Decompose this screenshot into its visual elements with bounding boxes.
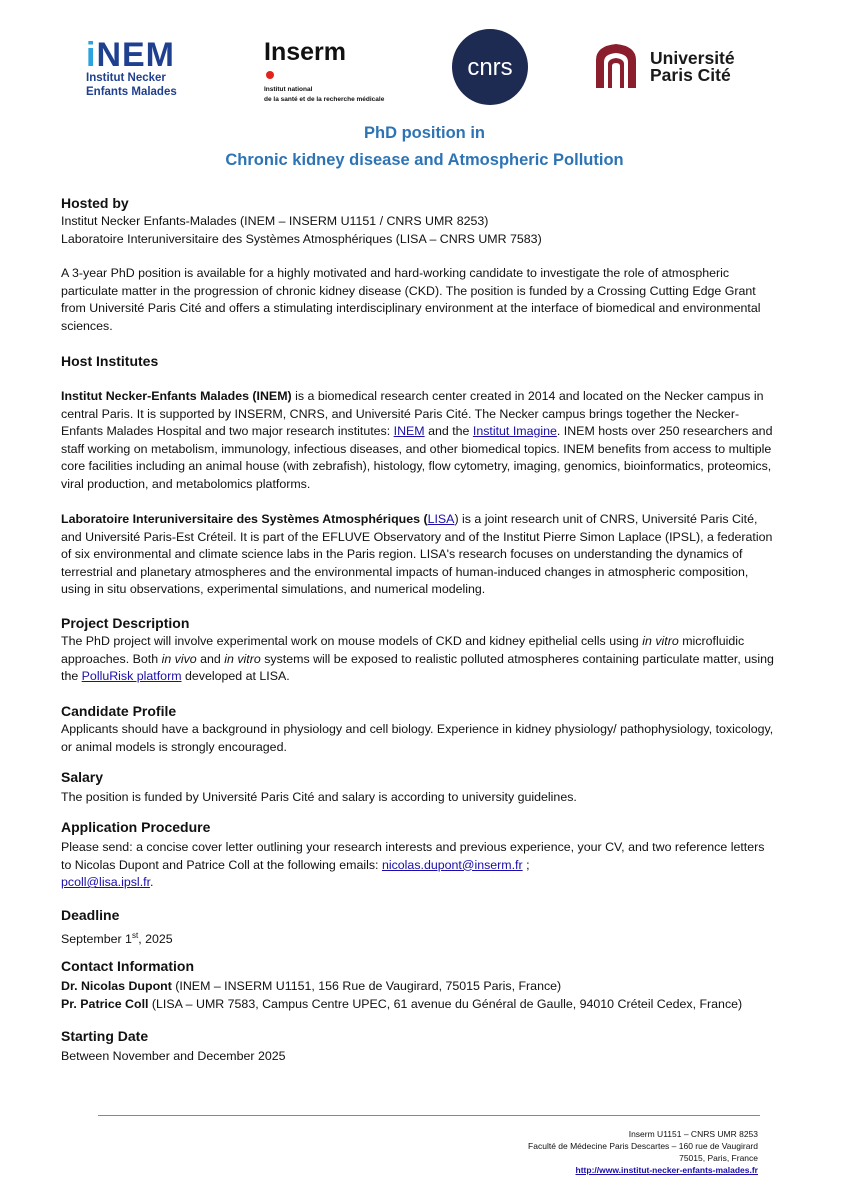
deadline-date-year: , 2025 <box>138 932 173 947</box>
cnrs-logo-word: CNRS <box>467 54 513 81</box>
upc-logo-line1: Université <box>650 48 735 68</box>
lisa-name: Laboratoire Interuniversitaire des Systèmes Atmosphériques <box>61 512 420 526</box>
inserm-logo-tag2: de la santé et de la recherche médicale <box>264 96 385 103</box>
footer-line-3: 75015, Paris, France <box>679 1153 758 1163</box>
contact-heading: Contact Information <box>61 958 194 974</box>
project-text-1: The PhD project will involve experimental work on mouse models of CKD and kidney epithelial cells using <box>61 634 643 648</box>
project-italic-2: in vivo <box>161 651 197 666</box>
institut-imagine-link[interactable]: Institut Imagine <box>472 424 557 439</box>
upc-emblem-icon <box>590 42 642 90</box>
upc-logo-line2: Paris Cité <box>650 65 731 85</box>
lisa-paren: ( <box>420 512 428 526</box>
lisa-link[interactable]: LISA <box>427 512 455 526</box>
hosted-heading: Hosted by <box>61 195 129 211</box>
application-paragraph <box>61 839 776 892</box>
deadline-date-suffix: st <box>131 931 139 940</box>
salary-paragraph: The position is funded by Université Paris Cité and salary is according to university guidelines. <box>61 790 577 804</box>
inserm-logo <box>264 38 394 104</box>
candidate-heading: Candidate Profile <box>61 703 177 719</box>
inem-logo-line1: Institut Necker <box>86 72 166 84</box>
project-text-3: and <box>196 651 225 666</box>
inem-text: is a biomedical research center created in 2014 and located on the Necker campus in central Paris. It is supported by INSERM, CNRS, and Université Paris Cité. The Necker campus brings together the Necker-Enfants Malades Hospital and two major research institutes: <box>61 389 764 439</box>
deadline-date <box>61 927 776 949</box>
universite-paris-cite-logo <box>590 42 750 90</box>
email-nicolas-dupont-link[interactable]: nicolas.dupont@inserm.fr <box>381 857 523 872</box>
lisa-text: ) is a joint research unit of CNRS, Université Paris Cité, and Université Paris-Est Créteil. It is part of the EFLUVE Observatory and of the Institut Pierre Simon Laplace (IPSL), a federation of six environmental and climate science labs in the Paris region. LISA's research focuses on understanding the dynamics of terrestrial and planetary atmospheres and the environmental impacts of human-induced changes in atmospheric composition, using in situ observations, experimental simulations, and numerical modeling. <box>61 512 773 597</box>
project-paragraph <box>61 633 776 686</box>
cnrs-logo <box>452 29 528 105</box>
contact-name-1: Dr. Nicolas Dupont <box>61 979 172 993</box>
footer-divider <box>98 1115 760 1116</box>
contact-line-2 <box>61 996 776 1014</box>
contact-name-2: Pr. Patrice Coll <box>61 997 149 1011</box>
application-end: . <box>150 875 154 890</box>
lisa-paragraph <box>61 511 776 599</box>
inem-text-rest: . INEM hosts over 250 researchers and staff working on metabolism, immunology, infectious diseases, and other biomedical topics. INEM benefits from access to multiple core facilities including an animal house (with zebrafish), histology, flow cytometry, imaging, genomics, bioinformatics, proteomics, viral production, and metabolomics platforms. <box>61 424 773 491</box>
application-heading: Application Procedure <box>61 819 211 835</box>
deadline-date-main: September 1 <box>61 932 132 947</box>
application-text: Please send: a concise cover letter outlining your research interests and previous experience, your CV, and two reference letters to Nicolas Dupont and Patrice Coll at the following emails: <box>61 840 765 872</box>
footer-website-link[interactable]: http://www.institut-necker-enfants-malades.fr <box>575 1165 758 1175</box>
project-text-2: microfluidic approaches. Both <box>61 634 745 666</box>
inem-logo-line2: Enfants Malades <box>86 86 177 98</box>
project-text-4: systems will be exposed to realistic polluted atmospheres containing particulate matter, using the <box>61 651 774 684</box>
footer-line-2: Faculté de Médecine Paris Descartes – 160 rue de Vaugirard <box>528 1141 758 1151</box>
project-italic-3: in vitro <box>224 651 261 666</box>
inem-paragraph <box>61 388 776 494</box>
footer-line-1: Inserm U1151 – CNRS UMR 8253 <box>628 1129 758 1139</box>
starting-heading: Starting Date <box>61 1028 149 1044</box>
application-separator: ; <box>522 857 530 872</box>
inem-link[interactable]: INEM <box>393 424 425 439</box>
hosted-line1: Institut Necker Enfants-Malades (INEM – INSERM U1151 / CNRS UMR 8253) <box>61 214 489 228</box>
hosted-line2: Laboratoire Interuniversitaire des Systèmes Atmosphériques (LISA – CNRS UMR 7583) <box>61 232 542 246</box>
inserm-logo-word: Inserm <box>264 38 346 66</box>
inem-logo-mark: iNEM <box>86 36 176 74</box>
inem-logo <box>86 36 186 98</box>
salary-heading: Salary <box>61 769 104 785</box>
inserm-logo-tag1: Institut national <box>264 86 313 93</box>
contact-address-2: (LISA – UMR 7583, Campus Centre UPEC, 61 avenue du Général de Gaulle, 94010 Créteil Cedex, France) <box>148 997 743 1011</box>
footer-address <box>528 1128 758 1176</box>
contact-line-1 <box>61 978 776 996</box>
deadline-heading: Deadline <box>61 907 120 923</box>
project-text-5: developed at LISA. <box>181 669 290 684</box>
upc-logo-text <box>650 50 735 84</box>
project-italic-1: in vitro <box>642 634 679 648</box>
inserm-red-dot-icon <box>266 71 274 79</box>
host-institutes-heading: Host Institutes <box>61 353 159 369</box>
title-line2: Chronic kidney disease and Atmospheric Pollution <box>225 151 624 169</box>
inem-text-and: and the <box>424 424 473 439</box>
pollurisk-platform-link[interactable]: PolluRisk platform <box>81 669 182 684</box>
intro-paragraph: A 3-year PhD position is available for a highly motivated and hard-working candidate to investigate the role of atmospheric particulate matter in the progression of chronic kidney disease (CKD). The position is funded by a Crossing Cutting Edge Grant from Université Paris Cité and offers a stimulating interdisciplinary environment at the interface of biomedical and environmental sciences. <box>61 266 761 333</box>
contact-address-1: (INEM – INSERM U1151, 156 Rue de Vaugirard, 75015 Paris, France) <box>171 979 562 993</box>
email-patrice-coll-link[interactable]: pcoll@lisa.ipsl.fr <box>61 875 151 890</box>
starting-paragraph: Between November and December 2025 <box>61 1049 286 1063</box>
project-heading: Project Description <box>61 615 190 631</box>
candidate-paragraph: Applicants should have a background in physiology and cell biology. Experience in kidney physiology/ pathophysiology, toxicology, or animal models is strongly encouraged. <box>61 722 774 754</box>
inem-name: Institut Necker-Enfants Malades (INEM) <box>61 389 292 403</box>
title-line1: PhD position in <box>364 124 485 142</box>
